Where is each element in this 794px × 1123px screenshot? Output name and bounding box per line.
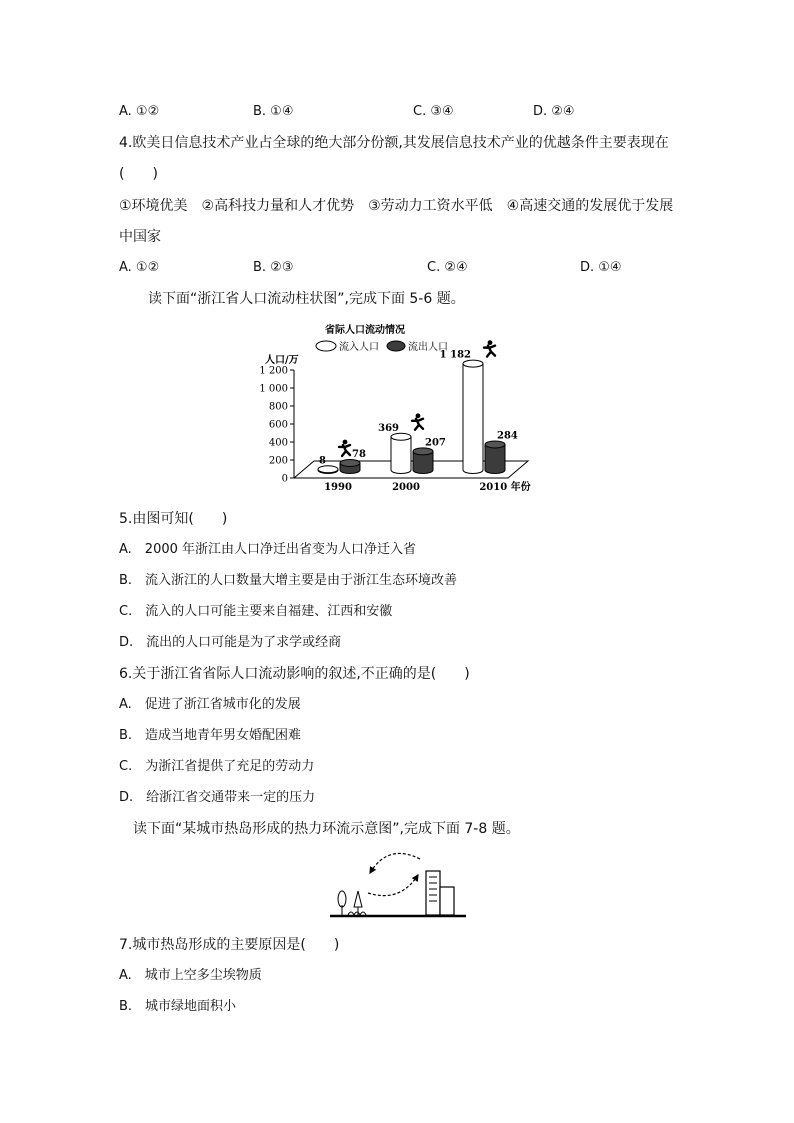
inflow-bar xyxy=(391,433,411,473)
inflow-bar xyxy=(318,466,338,474)
q6-option-a[interactable]: A. 促进了浙江省城市化的发展 xyxy=(119,697,301,712)
y-tick-label: 1 200 xyxy=(259,365,288,377)
inflow-bar-body xyxy=(463,364,483,474)
inflow-data-label: 369 xyxy=(378,422,399,434)
runner-icon xyxy=(412,413,423,429)
q5-stem: 5.由图可知( ) xyxy=(119,511,228,527)
q4-items: ①环境优美 ②高科技力量和人才优势 ③劳动力工资水平低 ④高速交通的发展优于发展 xyxy=(119,198,674,214)
q5-option-b[interactable]: B. 流入浙江的人口数量大增主要是由于浙江生态环境改善 xyxy=(119,573,458,588)
runner-body xyxy=(412,419,423,430)
outflow-bar-body xyxy=(485,444,505,473)
tree-icon xyxy=(338,891,366,915)
y-tick-label: 400 xyxy=(268,437,288,449)
outflow-bar-body xyxy=(340,463,360,474)
q5-option-d[interactable]: D. 流出的人口可能是为了求学或经商 xyxy=(119,635,342,650)
inflow-data-label: 8 xyxy=(319,455,326,467)
y-tick-label: 1 000 xyxy=(259,383,288,395)
outflow-data-label: 284 xyxy=(497,430,518,442)
runner-head xyxy=(488,340,493,345)
q4-items-cont: 中国家 xyxy=(119,229,161,245)
legend-outflow-label: 流出人口 xyxy=(408,342,448,353)
runner-head xyxy=(343,440,348,445)
legend-inflow-swatch xyxy=(316,341,336,351)
q4-option-b[interactable]: B. ②③ xyxy=(253,260,294,275)
upper-flow-arrow xyxy=(370,853,420,873)
legend xyxy=(316,340,448,353)
lower-flow-arrow xyxy=(368,875,418,896)
runner-body xyxy=(484,346,495,357)
inflow-bar-body xyxy=(391,437,411,474)
q7-option-a[interactable]: A. 城市上空多尘埃物质 xyxy=(119,968,262,983)
q6-stem: 6.关于浙江省省际人口流动影响的叙述,不正确的是( ) xyxy=(119,666,470,682)
runner-icon xyxy=(339,440,350,456)
q3-option-c[interactable]: C. ③④ xyxy=(413,104,454,119)
intro-7-8: 读下面“某城市热岛形成的热力环流示意图”,完成下面 7-8 题。 xyxy=(133,821,520,837)
chart-floor xyxy=(294,461,528,478)
q7-option-b[interactable]: B. 城市绿地面积小 xyxy=(119,999,237,1014)
inflow-bar-top xyxy=(463,360,483,367)
outflow-bar-top xyxy=(413,448,433,455)
outflow-bar-top xyxy=(340,459,360,466)
city-buildings-icon xyxy=(426,871,454,915)
inflow-bar xyxy=(463,360,483,473)
q7-stem: 7.城市热岛形成的主要原因是( ) xyxy=(119,937,340,953)
runner-body xyxy=(339,445,350,456)
y-tick-label: 600 xyxy=(268,419,288,431)
x-tick-label: 2000 xyxy=(392,482,420,493)
q5-option-c[interactable]: C. 流入的人口可能主要来自福建、江西和安徽 xyxy=(119,604,393,619)
q6-option-b[interactable]: B. 造成当地青年男女婚配困难 xyxy=(119,728,302,743)
runner-head xyxy=(416,413,421,418)
outflow-bar-body xyxy=(413,451,433,473)
y-tick-label: 0 xyxy=(281,473,288,485)
inflow-bar-body xyxy=(318,469,338,473)
outflow-bar xyxy=(413,448,433,474)
q3-option-d[interactable]: D. ②④ xyxy=(533,104,575,119)
outflow-bar xyxy=(340,459,360,473)
outflow-data-label: 207 xyxy=(425,437,446,449)
intro-5-6: 读下面“浙江省人口流动柱状图”,完成下面 5-6 题。 xyxy=(148,291,465,307)
y-tick-label: 800 xyxy=(268,401,288,413)
q6-option-c[interactable]: C. 为浙江省提供了充足的劳动力 xyxy=(119,759,315,774)
q4-option-c[interactable]: C. ②④ xyxy=(427,260,468,275)
chart-title: 省际人口流动情况 xyxy=(325,325,405,336)
heat-island-diagram xyxy=(328,845,468,923)
inflow-data-label: 1 182 xyxy=(439,349,471,361)
q6-option-d[interactable]: D. 给浙江省交通带来一定的压力 xyxy=(119,790,316,805)
inflow-bar-top xyxy=(318,466,338,473)
q3-option-a[interactable]: A. ①② xyxy=(119,104,160,119)
inflow-bar-top xyxy=(391,433,411,440)
q4-stem: 4.欧美日信息技术产业占全球的绝大部分份额,其发展信息技术产业的优越条件主要表现在 xyxy=(119,135,669,151)
outflow-bar-top xyxy=(485,441,505,448)
q4-option-d[interactable]: D. ①④ xyxy=(580,260,622,275)
outflow-bar xyxy=(485,441,505,474)
y-tick-label: 200 xyxy=(268,455,288,467)
q4-option-a[interactable]: A. ①② xyxy=(119,260,160,275)
outflow-data-label: 78 xyxy=(352,448,366,460)
legend-inflow-label: 流入人口 xyxy=(339,342,379,353)
q5-option-a[interactable]: A. 2000 年浙江由人口净迁出省变为人口净迁入省 xyxy=(119,542,417,557)
q3-option-b[interactable]: B. ①④ xyxy=(253,104,294,119)
q4-stem-bracket: ( ) xyxy=(119,166,158,182)
x-tick-label: 2010 年份 xyxy=(479,482,531,493)
legend-outflow-swatch xyxy=(387,341,405,351)
y-axis-label: 人口/万 xyxy=(265,355,299,366)
x-tick-label: 1990 xyxy=(324,482,352,493)
runner-icon xyxy=(484,340,495,356)
